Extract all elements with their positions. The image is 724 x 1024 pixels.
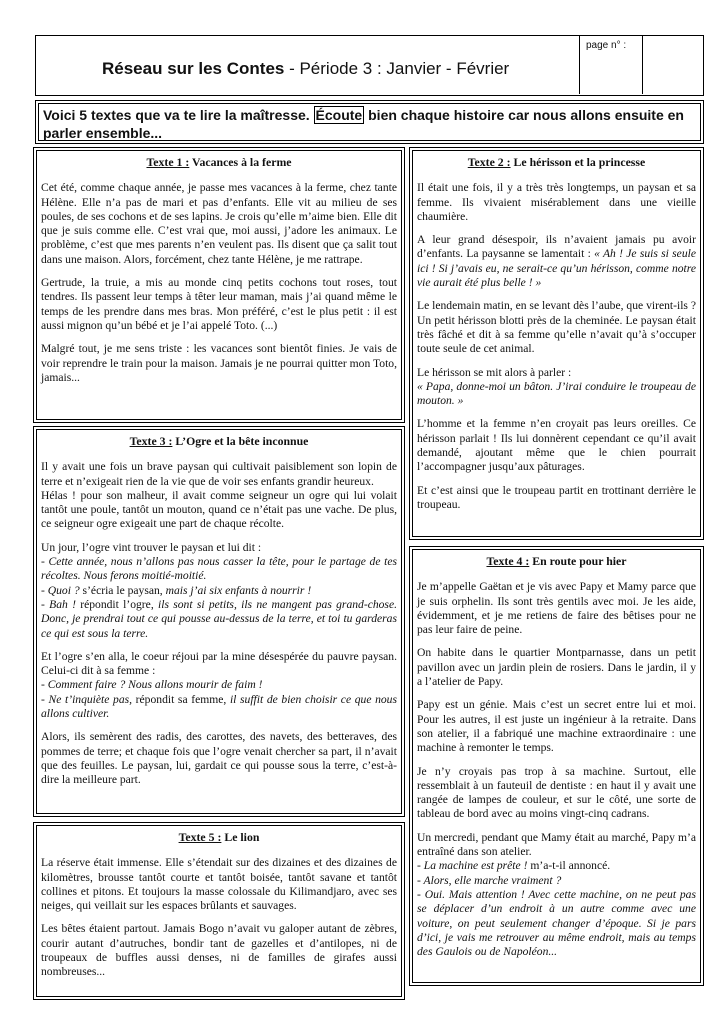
instruction-part-1: Voici 5 textes que va te lire la maîtresse. <box>43 107 314 123</box>
text-2-paragraph: Et c’est ainsi que le troupeau partit en trottinant derrière le troupeau. <box>417 483 696 511</box>
page-number-area <box>580 36 643 94</box>
text-4-name: En route pour hier <box>529 554 627 568</box>
text-3-line: Hélas ! pour son malheur, il avait comme seigneur un ogre qui lui volait tantôt une poule, tantôt un mouton, quand ce n’était pas une vache. De plus, ce seigneur ogre exigeait une part de chaque récolte. <box>41 488 397 531</box>
text-3-narration: répondit sa femme, <box>132 692 230 706</box>
text-3-paragraph <box>41 460 397 531</box>
text-1-name: Vacances à la ferme <box>189 155 292 169</box>
text-2-narration: Le hérisson se mit alors à parler : <box>417 365 572 379</box>
text-3-narration: répondit l’ogre, <box>75 597 158 611</box>
text-box-1 <box>33 147 405 423</box>
page-number-label: page n° : <box>586 40 627 51</box>
text-4-title <box>417 554 696 568</box>
instruction-part-2: bien chaque histoire car nous allons ensuite en parler ensemble... <box>43 107 684 141</box>
text-5-number: Texte 5 : <box>178 830 222 844</box>
text-2-paragraph: Le lendemain matin, en se levant dès l’aube, que virent-ils ? Un petit hérisson blotti près de la cheminée. Le paysan était très fâché et dit à sa femme qu’elle n’avait qu’à s’occuper toute seule de cet animal. <box>417 299 696 356</box>
text-3-narration: s’écria le paysan, <box>79 583 166 597</box>
text-2-name: Le hérisson et la princesse <box>510 155 646 169</box>
text-box-5 <box>33 822 405 1000</box>
text-box-4 <box>409 546 704 986</box>
text-3-dialogue: - Ne t’inquiète pas, <box>41 692 133 706</box>
text-3-dialogue: - Cette année, nous n’allons pas nous casser la tête, pour le partage de tes récoltes. Nous ferons moitié-moitié. <box>41 555 397 583</box>
header <box>35 35 704 96</box>
text-1-title <box>41 155 397 169</box>
text-4-paragraph: Papy est un génie. Mais c’est un secret entre lui et moi. Pour les autres, il est juste un ingénieur à la retraite. Dans son atelier, il a fabriqué une machine extraordinaire : une machine à remonter le temps. <box>417 698 696 755</box>
text-3-paragraph <box>41 541 397 641</box>
text-5-paragraph: La réserve était immense. Elle s’étendait sur des dizaines et des dizaines de kilomètres, brousse tantôt courte et tantôt boisée, tantôt savane et tantôt collines et pitons. Et toujours la masse colossale du Kilimandjaro, avec ses neiges, qui veillait sur les espaces brûlants et sauvages. <box>41 856 397 913</box>
text-4-number: Texte 4 : <box>486 554 530 568</box>
text-2-paragraph <box>417 233 696 290</box>
text-2-paragraph <box>417 366 696 409</box>
text-box-2-content <box>412 150 701 537</box>
text-3-name: L’Ogre et la bête inconnue <box>172 434 309 448</box>
text-5-title <box>41 830 397 844</box>
text-3-dialogue: il suffit de bien choisir ce que nous allons cultiver. <box>41 692 397 721</box>
text-4-paragraph: On habite dans le quartier Montparnasse, dans un petit pavillon avec un jardin plein de rosiers. Dans le jardin, il y a l’atelier de Papy. <box>417 646 696 689</box>
text-3-dialogue: - Quoi ? <box>41 583 80 597</box>
text-5-paragraph: Les bêtes étaient partout. Jamais Bogo n’avait vu galoper autant de zèbres, courir autant d’autruches, bondir tant de gazelles et d’antilopes, ni de troupeaux de buffles aussi denses, ni de familles de girafes aussi nombreuses... <box>41 922 397 979</box>
text-4-paragraph <box>417 831 696 960</box>
text-box-4-content <box>412 549 701 983</box>
text-3-dialogue: - Bah ! <box>41 597 76 611</box>
text-3-number: Texte 3 : <box>129 434 173 448</box>
text-3-line: Il y avait une fois un brave paysan qui cultivait paisiblement son lopin de terre et n’exigeait rien de la vie que de voir ses enfants grandir heureux. <box>41 460 397 488</box>
instruction-text <box>38 103 701 141</box>
text-4-dialogue: - La machine est prête ! <box>417 859 528 873</box>
text-2-number: Texte 2 : <box>467 155 511 169</box>
text-1-paragraph: Malgré tout, je me sens triste : les vacances sont bientôt finies. Je vais de voir reprendre le train pour la maison. Jamais je ne pourrai quitter mon Toto, jamais... <box>41 342 397 384</box>
text-4-line: Un mercredi, pendant que Mamy était au marché, Papy m’a entraîné dans son atelier. <box>417 830 696 859</box>
text-4-dialogue: - Oui. Mais attention ! Avec cette machine, on ne peut pas se déplacer d’un endroit à un autre comme avec une voiture, on peut seulement changer d’époque. Si je pars d’ici, je vais me retrouver au même endroit, mais au temps des Gaulois ou de Napoléon... <box>417 887 696 959</box>
text-1-paragraph: Cet été, comme chaque année, je passe mes vacances à la ferme, chez tante Hélène. Elle n’a pas de mari et pas d’enfants. Elle vit au milieu de ses poules, de ses cochons et de ses lapins. Je crois qu’elle m’aime bien. Elle dit que je suis comme elle. C’est vrai que, moi aussi, j’adore les animaux. Le problème, c’est que mes parents n’en veulent pas. Ils disent que ça salit tout dans une maison. Alors, forcément, chez tante Hélène, je me rattrape. <box>41 181 397 266</box>
text-3-paragraph: Alors, ils semèrent des radis, des carottes, des navets, des betteraves, des pommes de terre; et chaque fois que l’ogre venait chercher sa part, il n’avait que des feuilles. Le paysan, lui, gardait ce qui pousse sous la terre, c’est-à-dire la meilleure part. <box>41 730 397 787</box>
text-3-line: Et l’ogre s’en alla, le coeur réjoui par la mine désespérée du pauvre paysan. Celui-ci dit à sa femme : <box>41 649 397 678</box>
text-2-quote: « Ah ! Je suis si seule ici ! Si j’avais eu, ne serait-ce qu’un hérisson, comme notre vie aurait été plus belle ! » <box>417 247 696 290</box>
title-bold: Réseau sur les Contes <box>102 59 285 78</box>
instruction-highlight: Écoute <box>315 107 363 123</box>
text-box-5-content <box>36 825 402 997</box>
text-3-title <box>41 434 397 448</box>
text-4-paragraph: Je m’appelle Gaëtan et je vis avec Papy et Mamy parce que je suis orphelin. Ils sont très gentils avec moi. Je les aide, évidemment, et je me retiens de faire des bêtises pour ne pas leur faire de peine. <box>417 580 696 637</box>
page-title <box>102 59 509 79</box>
instruction-box <box>35 100 704 144</box>
text-4-narration: m’a-t-il annoncé. <box>527 859 611 873</box>
text-4-paragraph: Je n’y croyais pas trop à sa machine. Surtout, elle ressemblait à un fauteuil de dentiste : en haut il y avait une rangée de lampes de couleur, et sur le côté, une sorte de tableau de bord avec au moins vingt-cinq cadrans. <box>417 764 696 821</box>
text-1-paragraph: Gertrude, la truie, a mis au monde cinq petits cochons tout roses, tout tendres. Ils passent leur temps à têter leur maman, mais j’ai quand même le temps de les prendre dans mes bras. Mon préféré, c’est le plus petit : il est aussi mignon qu’un bébé et je l’ai appelé Toto. (...) <box>41 276 397 332</box>
text-2-narration: A leur grand désespoir, ils n’avaient jamais pu avoir d’enfants. La paysanne se lamentait : <box>417 233 696 261</box>
text-3-dialogue: - Comment faire ? Nous allons mourir de faim ! <box>41 678 263 692</box>
title-period: - Période 3 : Janvier - Février <box>284 59 510 78</box>
text-3-dialogue: ils sont si petits, ils ne mangent pas grand-chose. Donc, je prendrai tout ce qui pousse au-dessus de la terre, et toi tu garderas ce qui est sous la terre. <box>41 597 397 640</box>
text-3-paragraph <box>41 650 397 721</box>
text-4-dialogue: - Alors, elle marche vraiment ? <box>417 873 562 887</box>
text-box-3-content <box>36 429 402 814</box>
text-3-dialogue: mais j’ai six enfants à nourrir ! <box>165 583 312 597</box>
text-2-title <box>417 155 696 169</box>
text-box-1-content <box>36 150 402 420</box>
title-area <box>36 36 580 94</box>
text-1-number: Texte 1 : <box>146 155 190 169</box>
text-5-name: Le lion <box>221 830 260 844</box>
text-box-2 <box>409 147 704 540</box>
text-box-3 <box>33 426 405 817</box>
text-2-paragraph: Il était une fois, il y a très très longtemps, un paysan et sa femme. Ils vivaient misérablement dans une vieille chaumière. <box>417 181 696 223</box>
text-3-line: Un jour, l’ogre vint trouver le paysan et lui dit : <box>41 540 262 554</box>
text-2-quote: « Papa, donne-moi un bâton. J’irai conduire le troupeau de mouton. » <box>417 379 696 408</box>
text-2-paragraph: L’homme et la femme n’en croyait pas leurs oreilles. Ce hérisson parlait ! Ils lui donnèrent cependant ce qu’il avait demandé, ajoutant même que le chien pourrait l’accompagner jusqu’aux pâturages. <box>417 417 696 474</box>
